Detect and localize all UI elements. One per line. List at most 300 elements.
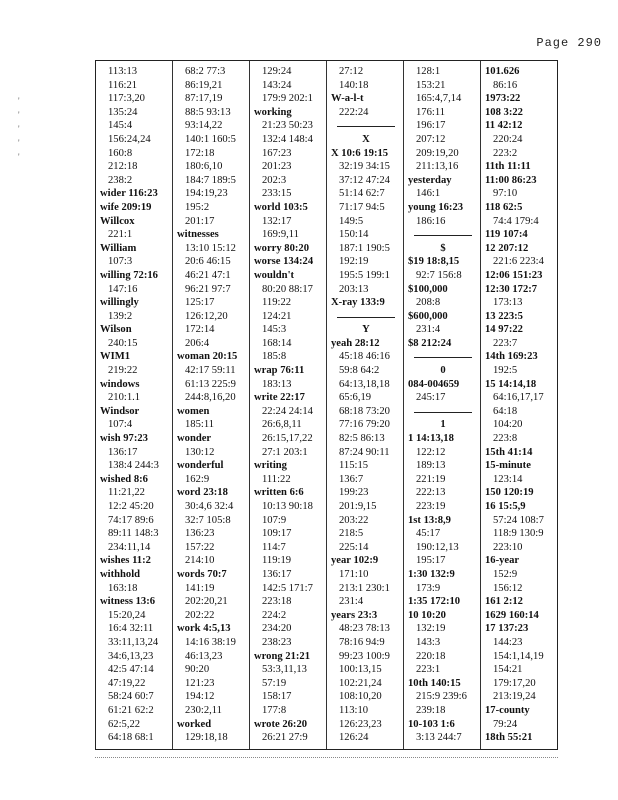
index-reference: 27:12 (339, 66, 364, 77)
index-reference: 154:1,14,19 (493, 650, 544, 662)
index-reference: 26:6,8,11 (262, 419, 302, 431)
index-term: wrap 76:11 (254, 365, 305, 377)
index-reference: 234:11,14 (108, 541, 151, 553)
index-reference: 21:23 50:23 (262, 120, 313, 132)
index-term: witnesses (177, 229, 219, 241)
index-term: 15th 41:14 (485, 446, 533, 458)
index-reference: 132:4 148:4 (262, 133, 313, 145)
index-reference: 121:23 (185, 677, 215, 689)
index-reference: 119:19 (262, 555, 292, 567)
index-term: 1 14:13,18 (408, 433, 454, 445)
index-term: worked (177, 718, 212, 730)
index-term: 1:35 172:10 (408, 596, 461, 608)
index-term: $19 18:8,15 (408, 256, 460, 268)
index-reference: 192:5 (493, 365, 518, 377)
index-reference: 46:21 47:1 (185, 269, 231, 281)
index-reference: 156:24,24 (108, 133, 151, 145)
index-term: 17-county (485, 704, 530, 716)
index-reference: 180:6,10 (185, 161, 223, 173)
index-reference: 218:5 (339, 528, 364, 540)
index-term: wider 116:23 (100, 188, 158, 200)
index-reference: 196:17 (416, 120, 446, 132)
index-reference: 93:14,22 (185, 120, 223, 132)
index-reference: 172:18 (185, 147, 215, 159)
index-reference: 122:12 (416, 446, 446, 458)
index-reference: 214:10 (185, 555, 215, 567)
index-reference: 108:10,20 (339, 691, 382, 703)
index-term: windows (100, 378, 140, 390)
index-term: 15-minute (485, 460, 531, 472)
index-reference: 140:1 160:5 (185, 133, 236, 145)
page-number: Page 290 (536, 36, 602, 50)
index-reference: 79:24 (493, 718, 518, 730)
index-reference: 202:3 (262, 174, 287, 186)
index-term: willingly (100, 297, 139, 309)
index-reference: 47:19,22 (108, 677, 146, 689)
index-reference: 222:24 (339, 106, 369, 118)
index-reference: 62:5,22 (108, 718, 141, 730)
index-reference: 162:9 (185, 473, 210, 485)
margin-mark: ' (18, 152, 20, 162)
index-reference: 145:4 (108, 120, 133, 132)
margin-mark: ' (18, 110, 20, 120)
index-reference: 15:20,24 (108, 609, 146, 621)
index-term: years 23:3 (331, 609, 378, 621)
index-reference: 210:1.1 (108, 392, 141, 404)
index-reference: 77:16 79:20 (339, 419, 390, 431)
index-reference: 192:19 (339, 256, 369, 268)
index-reference: 213:1 230:1 (339, 582, 390, 594)
index-reference: 80:20 88:17 (262, 283, 313, 295)
index-term: wonder (177, 433, 212, 445)
index-reference: 183:13 (262, 378, 292, 390)
index-reference: 140:18 (339, 79, 369, 91)
index-term: 1973:22 (485, 93, 521, 105)
index-term: $8 212:24 (408, 337, 452, 349)
index-reference: 195:5 199:1 (339, 269, 390, 281)
index-reference: 87:24 90:11 (339, 446, 390, 458)
index-reference: 157:22 (185, 541, 215, 553)
index-term: 16 15:5,9 (485, 501, 526, 512)
index-reference: 240:15 (108, 337, 138, 349)
index-term: young 16:23 (408, 201, 464, 213)
index-reference: 61:21 62:2 (108, 704, 154, 716)
index-term: written 6:6 (254, 487, 304, 499)
index-reference: 111:22 (262, 473, 291, 485)
margin-mark: ' (18, 96, 20, 106)
index-reference: 58:24 60:7 (108, 691, 154, 703)
index-term: 108 3:22 (485, 106, 523, 118)
index-term: working (254, 106, 292, 118)
index-reference: 150:14 (339, 229, 369, 241)
index-reference: 179:9 202:1 (262, 93, 313, 105)
index-column-4 (327, 61, 404, 749)
index-term: 10th 140:15 (408, 677, 461, 689)
index-reference: 152:9 (493, 568, 518, 580)
section-letter: Y (362, 324, 370, 336)
index-term: wishes 11:2 (100, 555, 151, 567)
index-reference: 64:13,18,18 (339, 378, 390, 390)
index-reference: 30:4,6 32:4 (185, 501, 234, 512)
index-term: 11th 11:11 (485, 161, 531, 173)
index-column-1 (96, 61, 173, 749)
index-reference: 158:17 (262, 691, 292, 703)
index-term: 13 223:5 (485, 310, 523, 322)
index-term: willing 72:16 (100, 269, 158, 281)
section-divider (331, 119, 401, 133)
index-term: 11 42:12 (485, 120, 523, 132)
index-reference: 20:6 46:15 (185, 256, 231, 268)
index-reference: 195:17 (416, 555, 446, 567)
index-reference: 10:13 90:18 (262, 501, 313, 512)
index-reference: 53:3,11,13 (262, 664, 307, 676)
index-term: 12:06 151:23 (485, 269, 543, 281)
index-reference: 107:9 (262, 514, 287, 526)
index-reference: 223:8 (493, 433, 518, 445)
index-reference: 209:19,20 (416, 147, 459, 159)
index-reference: 34:6,13,23 (108, 650, 154, 662)
index-reference: 82:5 86:13 (339, 433, 385, 445)
index-reference: 113:13 (108, 66, 138, 77)
index-reference: 115:15 (339, 460, 369, 472)
index-reference: 126:23,23 (339, 718, 382, 730)
section-divider (408, 228, 478, 242)
index-reference: 126:24 (339, 732, 369, 744)
index-reference: 26:15,17,22 (262, 433, 313, 445)
index-term: 1629 160:14 (485, 609, 539, 621)
index-reference: 12:2 45:20 (108, 501, 154, 512)
index-reference: 215:9 239:6 (416, 691, 467, 703)
index-term: withhold (100, 568, 141, 580)
index-reference: 199:23 (339, 487, 369, 499)
index-term: worse 134:24 (254, 256, 314, 268)
index-reference: 65:6,19 (339, 392, 372, 404)
index-reference: 185:11 (185, 419, 215, 431)
index-reference: 87:17,19 (185, 93, 223, 105)
index-reference: 186:16 (416, 215, 446, 227)
index-term: woman 20:15 (177, 351, 238, 363)
index-term: wished 8:6 (100, 473, 148, 485)
index-reference: 145:3 (262, 324, 287, 336)
index-reference: 45:17 (416, 528, 441, 540)
index-reference: 194:12 (185, 691, 215, 703)
index-reference: 74:17 89:6 (108, 514, 154, 526)
index-term: wouldn't (254, 269, 295, 281)
index-reference: 32:19 34:15 (339, 161, 390, 173)
index-reference: 107:4 (108, 419, 133, 431)
word-index-table (95, 60, 558, 750)
index-reference: 202:22 (185, 609, 215, 621)
index-reference: 195:2 (185, 201, 210, 213)
index-term: 161 2:12 (485, 596, 523, 608)
index-term: writing (254, 460, 287, 472)
index-term: 084-004659 (408, 378, 460, 390)
index-reference: 136:17 (262, 568, 292, 580)
index-reference: 212:18 (108, 161, 138, 173)
index-term: 14 97:22 (485, 324, 523, 336)
index-reference: 136:17 (108, 446, 138, 458)
index-reference: 177:8 (262, 704, 287, 716)
index-term: $600,000 (408, 310, 448, 322)
index-reference: 96:21 97:7 (185, 283, 231, 295)
index-term: write 22:17 (254, 392, 305, 404)
index-reference: 119:22 (262, 297, 292, 309)
index-reference: 168:14 (262, 337, 292, 349)
index-reference: 107:3 (108, 256, 133, 268)
index-reference: 132:19 (416, 623, 446, 635)
index-term: 14th 169:23 (485, 351, 538, 363)
index-term: $100,000 (408, 283, 448, 295)
index-reference: 123:14 (493, 473, 523, 485)
index-reference: 238:2 (108, 174, 133, 186)
index-reference: 189:13 (416, 460, 446, 472)
index-reference: 153:21 (416, 79, 446, 91)
index-reference: 220:24 (493, 133, 523, 145)
section-letter: $ (440, 242, 446, 254)
index-reference: 126:12,20 (185, 310, 228, 322)
index-reference: 48:23 78:13 (339, 623, 390, 635)
index-reference: 68:2 77:3 (185, 66, 226, 77)
index-term: 12:30 172:7 (485, 283, 538, 295)
index-reference: 32:7 105:8 (185, 514, 231, 526)
index-reference: 222:13 (416, 487, 446, 499)
section-divider (408, 350, 478, 364)
index-reference: 201:23 (262, 161, 292, 173)
index-reference: 184:7 189:5 (185, 174, 236, 186)
index-term: 18th 55:21 (485, 732, 533, 744)
index-reference: 26:21 27:9 (262, 732, 308, 744)
index-reference: 59:8 64:2 (339, 365, 380, 377)
index-reference: 11:21,22 (108, 487, 145, 499)
index-reference: 230:2,11 (185, 704, 222, 716)
index-reference: 136:23 (185, 528, 215, 540)
index-reference: 136:7 (339, 473, 364, 485)
index-term: yeah 28:12 (331, 337, 380, 349)
index-term: Willcox (100, 215, 135, 227)
index-reference: 37:12 47:24 (339, 174, 390, 186)
index-reference: 138:4 244:3 (108, 460, 159, 472)
index-term: 101.626 (485, 66, 520, 77)
index-reference: 149:5 (339, 215, 364, 227)
index-reference: 201:17 (185, 215, 215, 227)
index-reference: 116:21 (108, 79, 138, 91)
index-reference: 125:17 (185, 297, 215, 309)
index-reference: 130:12 (185, 446, 215, 458)
index-reference: 221:1 (108, 229, 133, 241)
index-reference: 64:18 68:1 (108, 732, 154, 744)
index-reference: 231:4 (416, 324, 441, 336)
index-term: X-ray 133:9 (331, 297, 385, 309)
index-reference: 223:7 (493, 337, 518, 349)
index-reference: 147:16 (108, 283, 138, 295)
index-term: 10-103 1:6 (408, 718, 455, 730)
index-reference: 99:23 100:9 (339, 650, 390, 662)
index-reference: 135:24 (108, 106, 138, 118)
index-reference: 190:12,13 (416, 541, 459, 553)
index-reference: 185:8 (262, 351, 287, 363)
index-reference: 71:17 94:5 (339, 201, 385, 213)
index-column-6 (481, 61, 557, 749)
index-term: work 4:5,13 (177, 623, 231, 635)
index-term: 15 14:14,18 (485, 378, 537, 390)
index-term: 16-year (485, 555, 520, 567)
index-reference: 154:21 (493, 664, 523, 676)
index-term: Windsor (100, 405, 140, 417)
section-divider (408, 405, 478, 419)
index-reference: 42:17 59:11 (185, 365, 236, 377)
index-reference: 202:20,21 (185, 596, 228, 608)
section-divider (331, 310, 401, 324)
index-reference: 118:9 130:9 (493, 528, 544, 540)
index-reference: 117:3,20 (108, 93, 145, 105)
index-reference: 245:17 (416, 392, 446, 404)
index-reference: 223:2 (493, 147, 518, 159)
index-reference: 224:2 (262, 609, 287, 621)
index-reference: 88:5 93:13 (185, 106, 231, 118)
index-reference: 167:23 (262, 147, 292, 159)
index-term: 1st 13:8,9 (408, 514, 451, 526)
index-reference: 113:10 (339, 704, 369, 716)
index-term: world 103:5 (254, 201, 308, 213)
index-reference: 64:16,17,17 (493, 392, 544, 404)
index-reference: 128:1 (416, 66, 441, 77)
index-reference: 244:8,16,20 (185, 392, 236, 404)
margin-mark: ' (18, 124, 20, 134)
index-reference: 74:4 179:4 (493, 215, 539, 227)
index-reference: 14:16 38:19 (185, 636, 236, 648)
index-reference: 169:9,11 (262, 229, 299, 241)
index-term: word 23:18 (177, 487, 228, 499)
index-reference: 231:4 (339, 596, 364, 608)
index-reference: 57:24 108:7 (493, 514, 544, 526)
index-term: X 10:6 19:15 (331, 147, 389, 159)
index-term: 118 62:5 (485, 201, 523, 213)
index-term: yesterday (408, 174, 452, 186)
index-term: Wilson (100, 324, 132, 336)
index-term: 119 107:4 (485, 229, 528, 241)
index-reference: 22:24 24:14 (262, 405, 313, 417)
index-term: 10 10:20 (408, 609, 446, 621)
index-reference: 201:9,15 (339, 501, 377, 512)
index-reference: 27:1 203:1 (262, 446, 308, 458)
index-reference: 129:24 (262, 66, 292, 77)
index-reference: 42:5 47:14 (108, 664, 154, 676)
index-reference: 57:19 (262, 677, 287, 689)
index-reference: 100:13,15 (339, 664, 382, 676)
index-reference: 16:4 32:11 (108, 623, 154, 635)
index-reference: 221:6 223:4 (493, 256, 544, 268)
index-reference: 68:18 73:20 (339, 405, 390, 417)
index-reference: 171:10 (339, 568, 369, 580)
index-reference: 233:15 (262, 188, 292, 200)
index-term: W-a-l-t (331, 93, 364, 105)
index-reference: 144:23 (493, 636, 523, 648)
index-reference: 3:13 244:7 (416, 732, 462, 744)
index-reference: 173:9 (416, 582, 441, 594)
margin-mark: ' (18, 138, 20, 148)
index-term: 150 120:19 (485, 487, 534, 499)
index-reference: 97:10 (493, 188, 518, 200)
index-term: 17 137:23 (485, 623, 529, 635)
index-term: 12 207:12 (485, 242, 529, 254)
index-column-3 (250, 61, 327, 749)
index-reference: 46:13,23 (185, 650, 223, 662)
index-reference: 13:10 15:12 (185, 242, 236, 254)
index-reference: 225:14 (339, 541, 369, 553)
index-reference: 64:18 (493, 405, 518, 417)
index-reference: 143:24 (262, 79, 292, 91)
index-reference: 208:8 (416, 297, 441, 309)
index-term: words 70:7 (177, 568, 227, 580)
index-reference: 223:19 (416, 501, 446, 512)
index-term: worry 80:20 (254, 242, 310, 254)
index-reference: 78:16 94:9 (339, 636, 385, 648)
margin-marks (18, 94, 20, 164)
index-reference: 33:11,13,24 (108, 636, 159, 648)
index-reference: 219:22 (108, 365, 138, 377)
section-letter: 0 (440, 365, 446, 377)
index-term: witness 13:6 (100, 596, 156, 608)
index-reference: 141:19 (185, 582, 215, 594)
index-term: women (177, 405, 210, 417)
index-reference: 163:18 (108, 582, 138, 594)
index-reference: 92:7 156:8 (416, 269, 462, 281)
index-reference: 129:18,18 (185, 732, 228, 744)
index-reference: 194:19,23 (185, 188, 228, 200)
index-reference: 206:4 (185, 337, 210, 349)
index-term: year 102:9 (331, 555, 379, 567)
index-term: wrong 21:21 (254, 650, 311, 662)
index-reference: 104:20 (493, 419, 523, 431)
index-reference: 86:19,21 (185, 79, 223, 91)
index-column-5 (404, 61, 481, 749)
index-term: 1:30 132:9 (408, 568, 455, 580)
index-reference: 109:17 (262, 528, 292, 540)
index-reference: 89:11 148:3 (108, 528, 159, 540)
index-reference: 187:1 190:5 (339, 242, 390, 254)
index-reference: 86:16 (493, 79, 518, 91)
index-reference: 156:12 (493, 582, 523, 594)
section-letter: X (362, 133, 370, 145)
index-reference: 61:13 225:9 (185, 378, 236, 390)
index-term: WIM1 (100, 351, 131, 363)
index-reference: 223:1 (416, 664, 441, 676)
index-reference: 124:21 (262, 310, 292, 322)
index-reference: 223:10 (493, 541, 523, 553)
index-reference: 220:18 (416, 650, 446, 662)
index-term: wonderful (177, 460, 224, 472)
index-reference: 221:19 (416, 473, 446, 485)
index-reference: 234:20 (262, 623, 292, 635)
index-reference: 211:13,16 (416, 161, 459, 173)
index-reference: 45:18 46:16 (339, 351, 390, 363)
index-reference: 165:4,7,14 (416, 93, 462, 105)
index-reference: 173:13 (493, 297, 523, 309)
index-reference: 132:17 (262, 215, 292, 227)
index-term: William (100, 242, 137, 254)
bottom-rule (95, 757, 558, 758)
index-reference: 114:7 (262, 541, 286, 553)
index-reference: 213:19,24 (493, 691, 536, 703)
section-letter: 1 (440, 419, 446, 431)
index-reference: 143:3 (416, 636, 441, 648)
index-reference: 142:5 171:7 (262, 582, 313, 594)
index-reference: 203:13 (339, 283, 369, 295)
index-reference: 179:17,20 (493, 677, 536, 689)
index-term: wrote 26:20 (254, 718, 308, 730)
index-reference: 102:21,24 (339, 677, 382, 689)
index-reference: 146:1 (416, 188, 441, 200)
